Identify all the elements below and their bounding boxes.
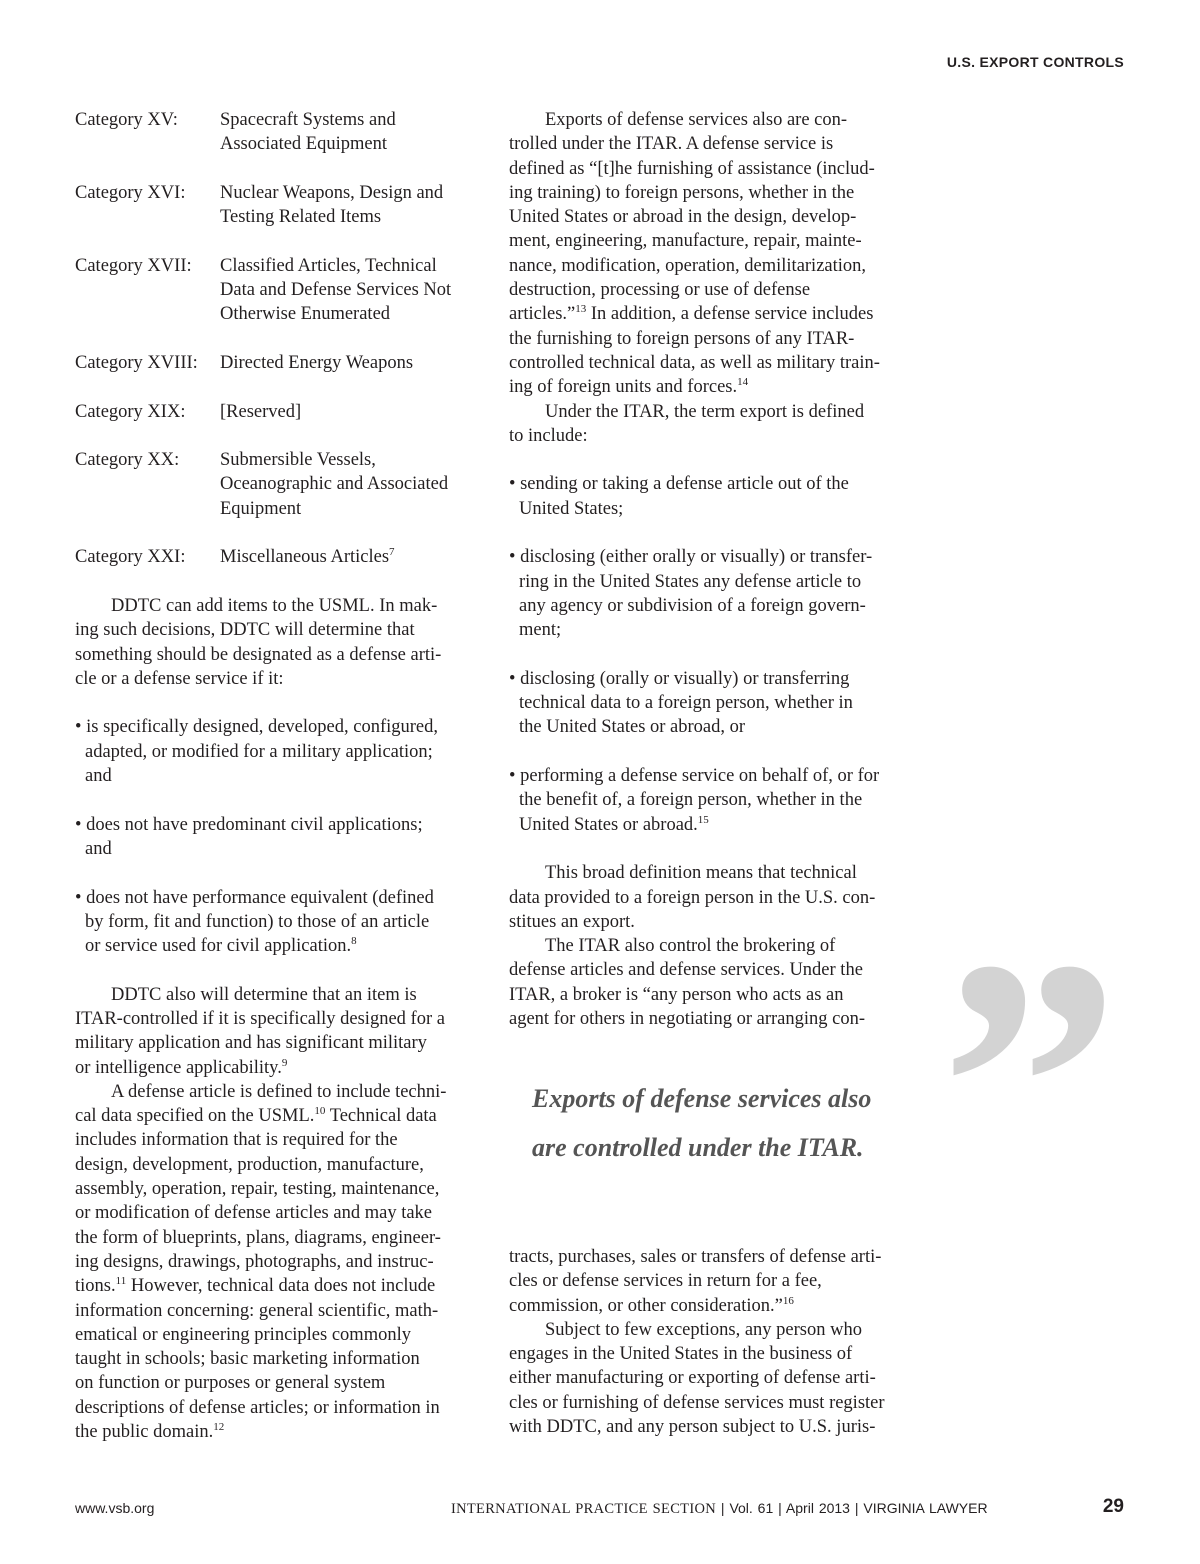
- paragraph-registration: Subject to few exceptions, any person who engages in the United States in the business of either manufacturing or exporting of defense arti- cles or furnishing of defense services must register with DDTC, and any person subject to U.S. juris-: [509, 1319, 885, 1438]
- category-description: Miscellaneous Articles$^7$: [220, 546, 395, 568]
- bullet-item: • disclosing (orally or visually) or transferring technical data to a foreign person, whether in the United States or abroad, or: [509, 668, 853, 738]
- category-description: [Reserved]: [220, 401, 302, 422]
- bullet-item: • performing a defense service on behalf of, or for the benefit of, a foreign person, whether in the United States or abroad.$^{15}$: [509, 766, 880, 835]
- pull-quote: [532, 1074, 932, 1172]
- footer-publication: [451, 1500, 988, 1518]
- footer-date: April 2013: [785, 1500, 850, 1516]
- right-column-continued: [509, 1245, 909, 1439]
- right-column: [509, 108, 909, 1031]
- category-label: Category XX:: [75, 450, 180, 471]
- page-number: 29: [1102, 1496, 1124, 1517]
- bullet-item: • is specifically designed, developed, configured, adapted, or modified for a military application; and: [75, 717, 438, 787]
- category-description: Directed Energy Weapons: [220, 352, 414, 373]
- footer-separator: |: [854, 1500, 859, 1516]
- running-head: U.S. EXPORT CONTROLS: [946, 54, 1124, 70]
- footnote-ref: 9: [281, 1056, 288, 1069]
- category-description: Classified Articles, Technical Data and Defense Services Not Otherwise Enumerated: [220, 255, 452, 325]
- category-row: [75, 108, 475, 157]
- category-label: Category XVI:: [75, 182, 186, 203]
- category-description: Spacecraft Systems and Associated Equipment: [220, 110, 396, 155]
- category-row: [75, 448, 475, 521]
- category-row: [75, 181, 475, 230]
- footer-magazine: VIRGINIA LAWYER: [863, 1500, 988, 1516]
- footnote-ref: 8: [351, 934, 357, 947]
- bullet-item: • sending or taking a defense article out of the United States;: [509, 474, 849, 519]
- paragraph-export-defined: Under the ITAR, the term export is defined to include:: [509, 401, 865, 446]
- paragraph-brokering-continued: tracts, purchases, sales or transfers of defense arti- cles or defense services in return for a fee, commission, or other consideration.”$^{16}$: [509, 1247, 882, 1316]
- category-label: Category XXI:: [75, 547, 186, 568]
- footnote-ref: 10: [314, 1105, 326, 1118]
- footer-separator: |: [778, 1500, 782, 1516]
- category-label: Category XVIII:: [75, 352, 198, 373]
- quote-mark-icon: ”: [940, 885, 1120, 1284]
- footnote-ref: 7: [389, 546, 395, 559]
- category-label: Category XVII:: [75, 255, 192, 276]
- category-row: [75, 351, 475, 375]
- left-column: [75, 108, 475, 1444]
- category-row: [75, 400, 475, 424]
- footer-separator: |: [720, 1500, 725, 1516]
- footnote-ref: 14: [737, 376, 749, 389]
- category-label: Category XV:: [75, 110, 178, 130]
- category-description: Submersible Vessels, Oceanographic and Associated Equipment: [220, 450, 449, 519]
- category-row: [75, 545, 475, 569]
- footnote-ref: 15: [697, 813, 709, 826]
- footnote-ref: 12: [213, 1420, 225, 1433]
- footnote-ref: 16: [782, 1294, 794, 1307]
- footnote-ref: 11: [115, 1275, 127, 1288]
- paragraph-defense-services: Exports of defense services also are con- trolled under the ITAR. A defense service is defined as “[t]he furnishing of assistance (includ- ing training) to foreign persons, whether in the United States or abroad in the design, develop- ment, engineering, manufacture, repair, mainte- nance, modification, operation, demilitarization, destruction, processing or use of defense articles.”$^{13}$ In addition, a defense service includes the furnishing to foreign persons of any ITAR- controlled technical data, as well as military train- ing of foreign units and forces.$^{14}$: [509, 110, 880, 398]
- footnote-ref: 13: [575, 303, 587, 316]
- pull-quote-line: Exports of defense services also: [532, 1084, 872, 1113]
- category-list: [75, 108, 475, 570]
- footer-section: INTERNATIONAL PRACTICE SECTION: [451, 1501, 717, 1517]
- bullet-item: • does not have predominant civil applications; and: [75, 814, 423, 859]
- footer-volume: Vol. 61: [729, 1500, 774, 1516]
- paragraph-ddtc-add: DDTC can add items to the USML. In mak- ing such decisions, DDTC will determine that something should be designated as a defense arti- cle or a defense service if it:: [75, 595, 442, 689]
- category-row: [75, 254, 475, 327]
- bullet-item: • does not have performance equivalent (defined by form, fit and function) to those of an article or service used for civil application.$^8$: [75, 887, 434, 957]
- footer-url: www.vsb.org: [75, 1500, 155, 1516]
- paragraph-defense-article: A defense article is defined to include techni- cal data specified on the USML.$^{10}$ Technical data includes information that is required for the design, development, production, manufacture, assembly, operation, repair, testing, maintenance, or modification of defense articles and may take the form of blueprints, plans, diagrams, engineer- ing designs, drawings, photographs, and instruc- tions.$^{11}$ However, technical data does not include information concerning: general scientific, math- ematical or engineering principles commonly taught in schools; basic marketing information on function or purposes or general system descriptions of defense articles; or information in the public domain.$^{12}$: [75, 1081, 447, 1443]
- paragraph-brokering: The ITAR also control the brokering of defense articles and defense services. Under the ITAR, a broker is “any person who acts as an agent for others in negotiating or arranging con-: [509, 936, 866, 1029]
- paragraph-broad-definition: This broad definition means that technical data provided to a foreign person in the U.S. con- stitues an export.: [509, 863, 876, 932]
- bullet-item: • disclosing (either orally or visually) or transfer- ring in the United States any defense article to any agency or subdivision of a foreign govern- ment;: [509, 547, 873, 641]
- pull-quote-line: are controlled under the ITAR.: [532, 1133, 864, 1162]
- category-label: Category XIX:: [75, 401, 186, 422]
- category-description: Nuclear Weapons, Design and Testing Related Items: [220, 182, 444, 228]
- paragraph-ddtc-determine: DDTC also will determine that an item is ITAR-controlled if it is specifically designed for a military application and has significant military or intelligence applicability.$^9$: [75, 984, 445, 1078]
